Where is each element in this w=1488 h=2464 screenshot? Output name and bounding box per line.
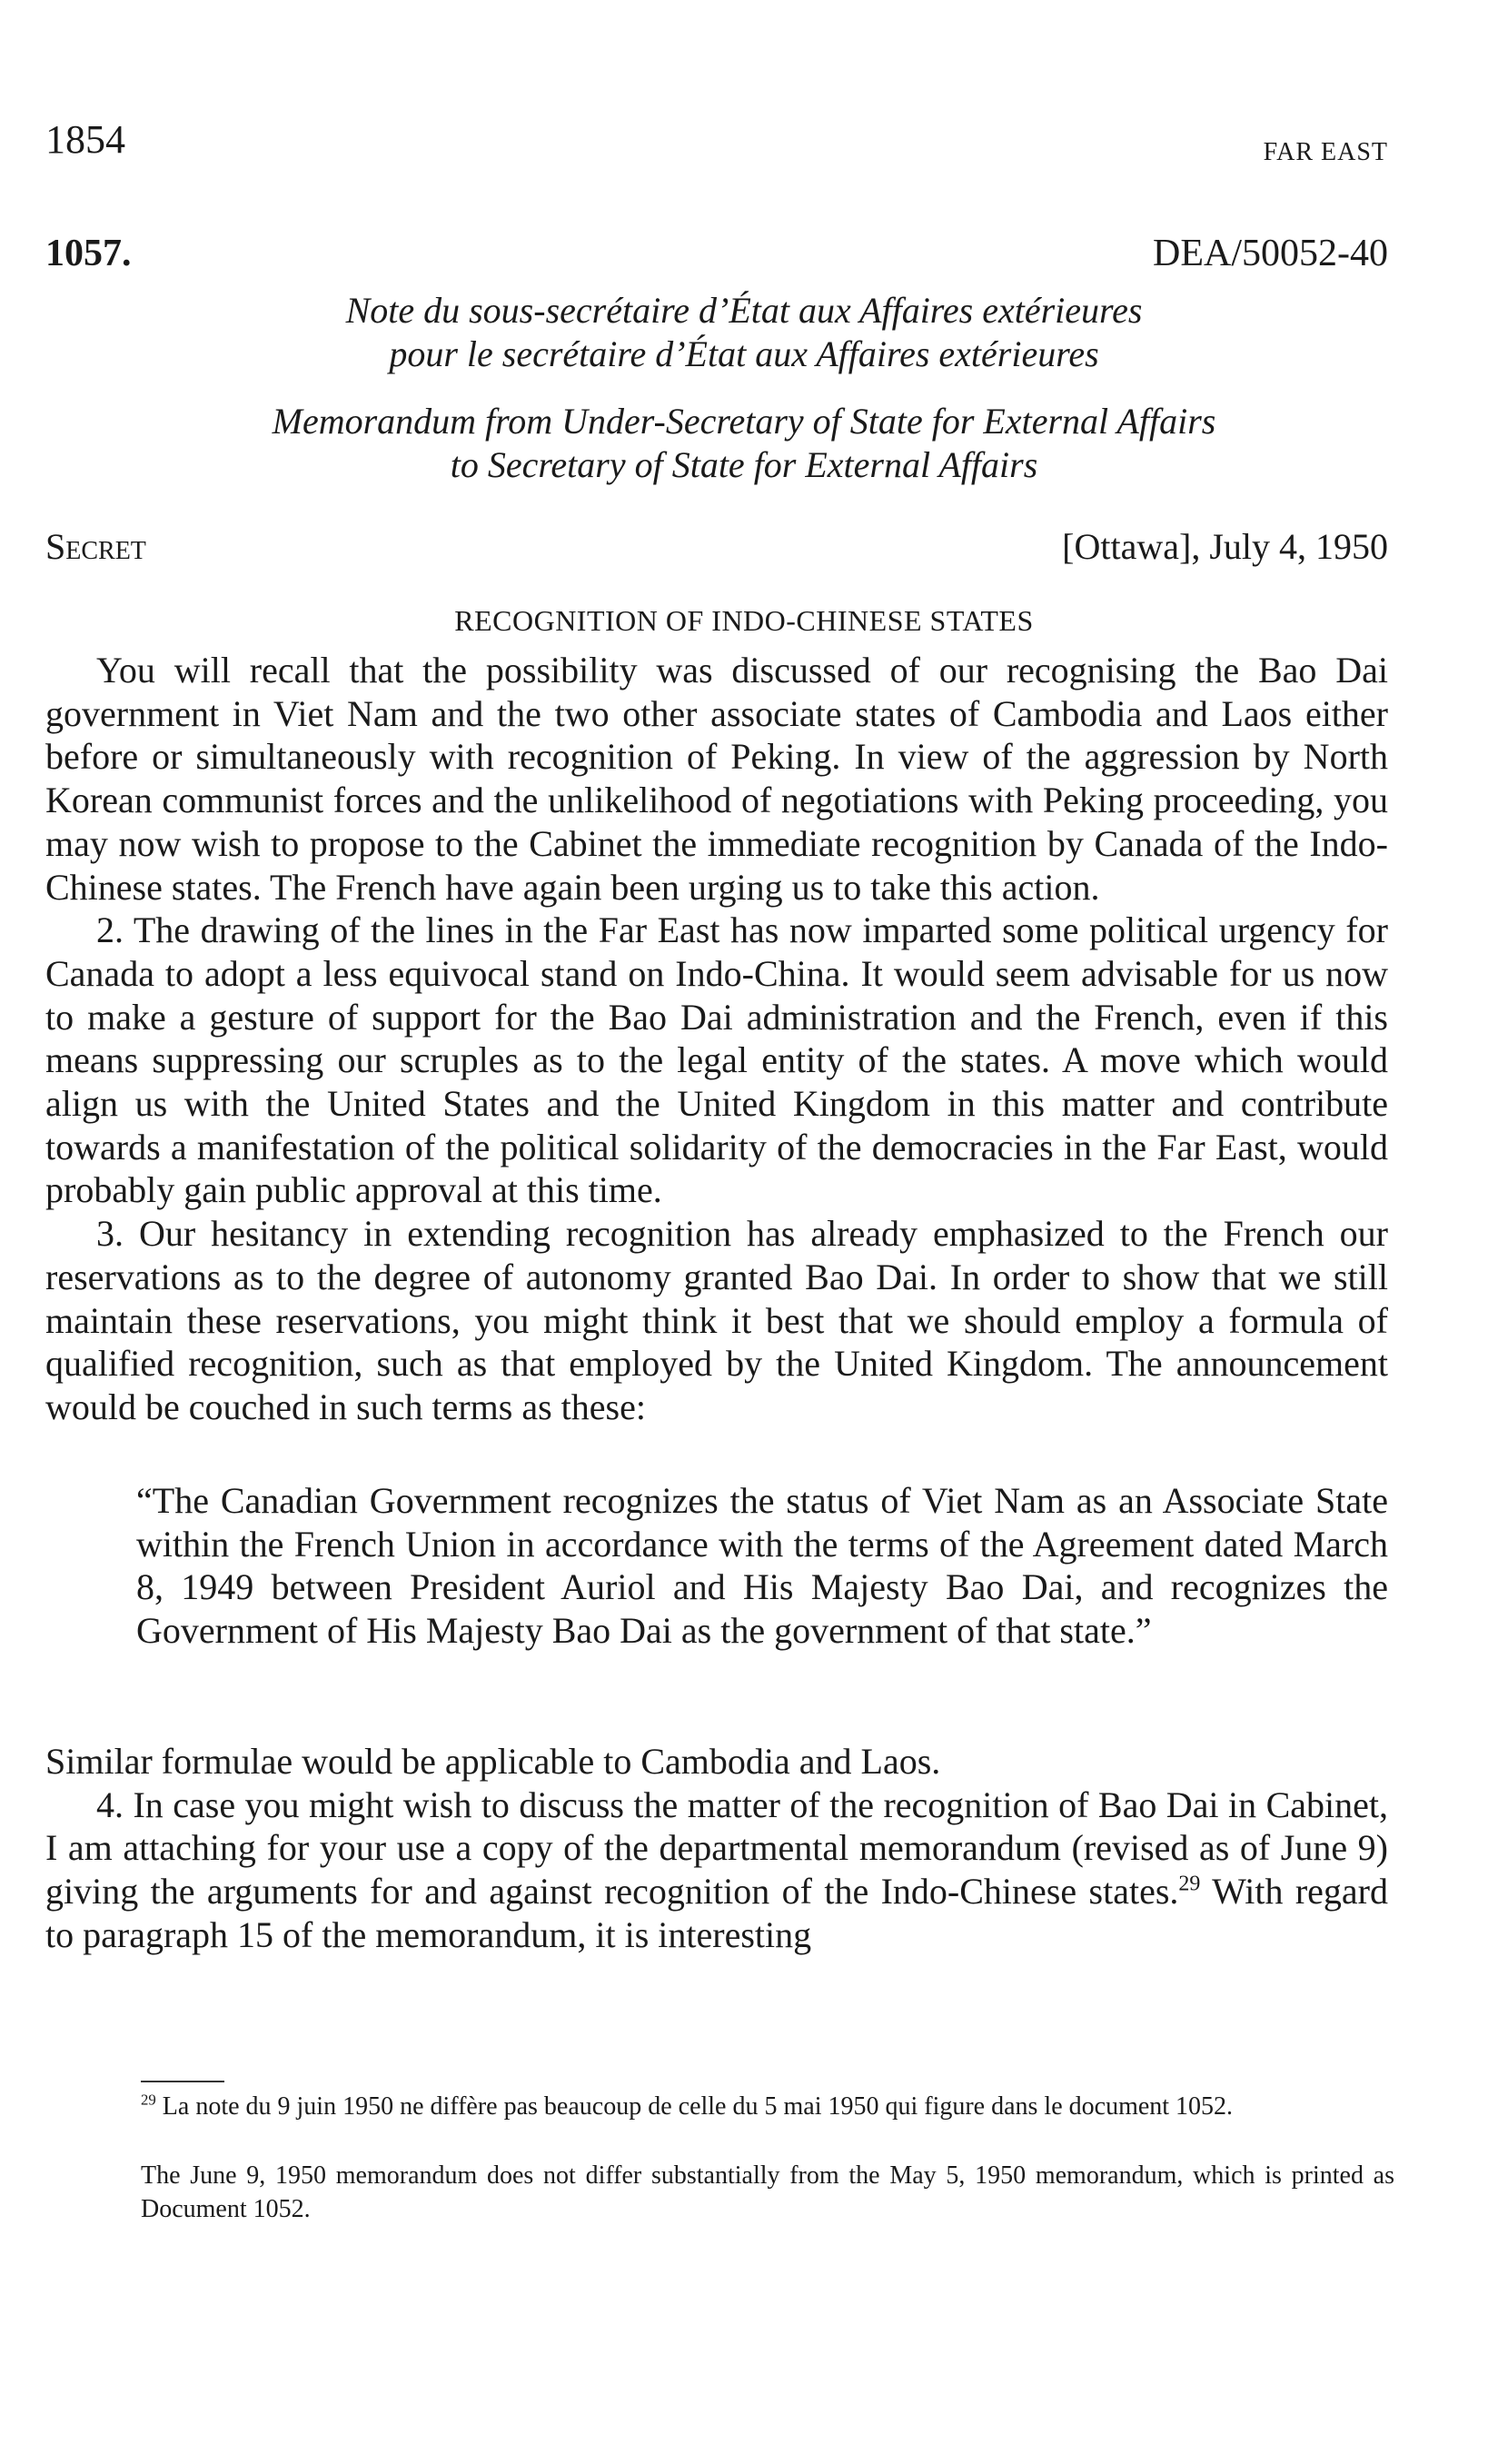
dateline: [Ottawa], July 4, 1950 [1062, 526, 1388, 567]
title-english-line-2: to Secretary of State for External Affairs [450, 444, 1038, 485]
block-quote: “The Canadian Government recognizes the status of Viet Nam as an Associate State within the French Union in accordance with the terms of the Agreement dated March 8, 1949 between President Auriol and His Majesty Bao Dai, and recognizes the Government of His Majesty Bao Dai as the government of that state.” [136, 1480, 1388, 1652]
file-reference: DEA/50052-40 [1153, 233, 1388, 274]
memo-body-continued [45, 1740, 1388, 1957]
paragraph-4-text-end: With regard to paragraph 15 of the memorandum, it is interesting [45, 1871, 1388, 1955]
paragraph-1: You will recall that the possibility was discussed of our recognising the Bao Dai government in Viet Nam and the two other associate states of Cambodia and Laos either before or simultaneously with recognition of Peking. In view of the aggression by North Korean communist forces and the unlikelihood of negotiations with Peking proceeding, you may now wish to propose to the Cabinet the immediate recognition by Canada of the Indo-Chinese states. The French have again been urging us to take this action. [45, 650, 1388, 908]
footnote-divider [141, 2081, 224, 2082]
title-french-line-1: Note du sous-secrétaire d’État aux Affaires extérieures [345, 290, 1143, 331]
paragraph-4-text: 4. In case you might wish to discuss the matter of the recognition of Bao Dai in Cabinet, I am attaching for your use a copy of the departmental memorandum (revised as of June 9) giving the arguments for and against recognition of the Indo-Chinese states. [45, 1783, 1388, 1913]
page-number: 1854 [45, 117, 125, 162]
memo-body [45, 649, 1388, 1429]
paragraph-2: 2. The drawing of the lines in the Far East has now imparted some political urgency for Canada to adopt a less equivocal stand on Indo-China. It would seem advisable for us now to make a gesture of support for the Bao Dai administration and the French, even if this means suppressing our scruples as to the legal entity of the states. A move which would align us with the United States and the United Kingdom in this matter and contribute towards a manifestation of the political solidarity of the democracies in the Far East, would probably gain public approval at this time. [45, 909, 1388, 1211]
subject-heading: RECOGNITION OF INDO-CHINESE STATES [454, 604, 1034, 637]
paragraph-after-quote: Similar formulae would be applicable to Cambodia and Laos. [45, 1741, 941, 1782]
title-english-line-1: Memorandum from Under-Secretary of State for External Affairs [272, 401, 1216, 442]
paragraph-3: 3. Our hesitancy in extending recognition has already emphasized to the French our reservations as to the degree of autonomy granted Bao Dai. In order to show that we still maintain these reservations, you might think it best that we should employ a formula of qualified recognition, such as that employed by the United Kingdom. The announcement would be couched in such terms as these: [45, 1213, 1388, 1427]
footnote-marker: 29 [141, 2091, 156, 2109]
classification-label: Secret [45, 526, 146, 567]
title-french-line-2: pour le secrétaire d’État aux Affaires extérieures [389, 333, 1099, 374]
footnote-reference: 29 [1178, 1872, 1201, 1896]
footnote-french-text: La note du 9 juin 1950 ne diffère pas beaucoup de celle du 5 mai 1950 qui figure dans le document 1052. [155, 2092, 1234, 2121]
paragraph-4 [45, 1783, 1388, 1957]
footnote-english: The June 9, 1950 memorandum does not differ substantially from the May 5, 1950 memorandum, which is printed as Document 1052. [141, 2161, 1394, 2223]
running-head: FAR EAST [1263, 138, 1388, 166]
footnote-french [141, 2090, 1394, 2123]
document-number: 1057. [45, 233, 132, 274]
